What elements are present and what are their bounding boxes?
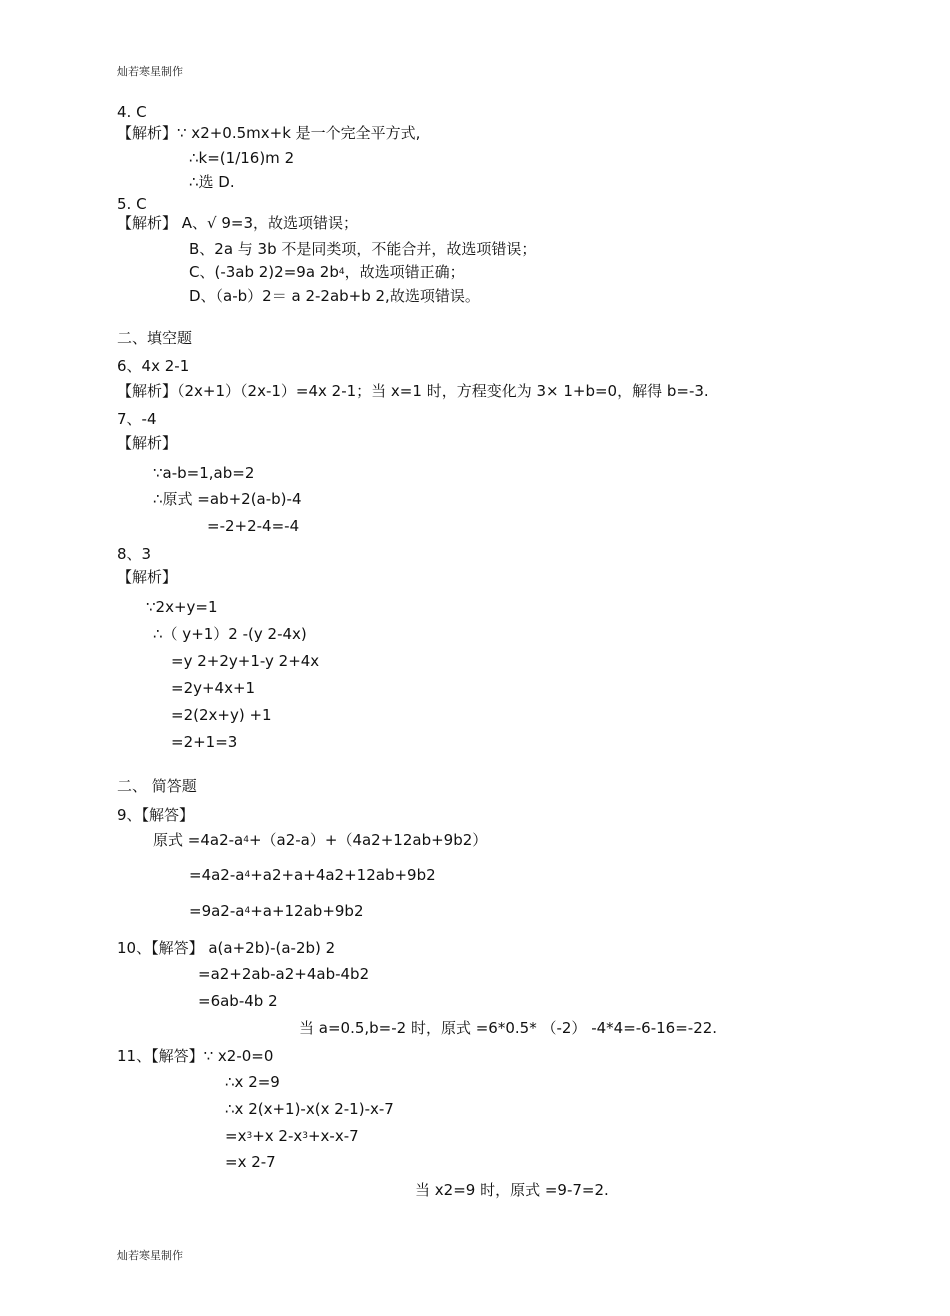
solution-9-line3-part2: +a+12ab+9b2 bbox=[250, 902, 364, 920]
solution-9-line1-part2: +（a2-a）+（4a2+12ab+9b2） bbox=[248, 831, 488, 849]
analysis-7-label: 【解析】 bbox=[117, 434, 178, 452]
solution-9-line2-part2: +a2+a+4a2+12ab+9b2 bbox=[250, 866, 436, 884]
solution-9-line1 bbox=[153, 831, 487, 852]
solution-10-line2: =a2+2ab-a2+4ab-4b2 bbox=[198, 965, 370, 983]
analysis-8-line2: ∴（ y+1）2 -(y 2-4x) bbox=[153, 625, 307, 643]
analysis-5-line3-part2: ，故选项错正确； bbox=[344, 263, 465, 281]
analysis-8-line6: =2+1=3 bbox=[171, 733, 238, 751]
exponent-4: 4 bbox=[244, 906, 251, 916]
answer-5: 5. C bbox=[117, 195, 147, 213]
solution-11-line4-part1: =x bbox=[225, 1127, 247, 1145]
exponent-4: 4 bbox=[244, 870, 251, 880]
section-fill-in-title: 二、填空题 bbox=[117, 329, 193, 347]
analysis-8-line5: =2(2x+y) +1 bbox=[171, 706, 272, 724]
analysis-4-line1: 【解析】∵ x2+0.5mx+k 是一个完全平方式, bbox=[117, 124, 421, 142]
page-header: 灿若寒星制作 bbox=[117, 65, 183, 78]
answer-4: 4. C bbox=[117, 103, 147, 121]
solution-11-line4-part3: +x-x-7 bbox=[307, 1127, 359, 1145]
answer-7: 7、-4 bbox=[117, 410, 157, 428]
exponent-4: 4 bbox=[243, 835, 249, 845]
analysis-8-label: 【解析】 bbox=[117, 568, 178, 586]
section-short-answer-title: 二、 简答题 bbox=[117, 777, 197, 795]
answer-8: 8、3 bbox=[117, 545, 152, 563]
exponent-3: 3 bbox=[302, 1131, 308, 1141]
analysis-5-line4: D、（a-b）2＝ a 2-2ab+b 2,故选项错误。 bbox=[189, 287, 480, 305]
exponent-3: 3 bbox=[246, 1131, 253, 1141]
solution-11-line1: 11、【解答】∵ x2-0=0 bbox=[117, 1047, 274, 1065]
analysis-4-line3: ∴选 D. bbox=[189, 173, 235, 191]
solution-10-line3: =6ab-4b 2 bbox=[198, 992, 278, 1010]
analysis-5-line1: 【解析】 A、√ 9=3，故选项错误； bbox=[117, 214, 359, 232]
solution-11-line3: ∴x 2(x+1)-x(x 2-1)-x-7 bbox=[225, 1100, 394, 1118]
analysis-7-line3: =-2+2-4=-4 bbox=[207, 517, 300, 535]
solution-9-label: 9、【解答】 bbox=[117, 806, 195, 824]
solution-11-line5: =x 2-7 bbox=[225, 1153, 276, 1171]
solution-11-result: 当 x2=9 时，原式 =9-7=2. bbox=[415, 1181, 609, 1199]
analysis-5-line3-part1: C、(-3ab 2)2=9a 2b bbox=[189, 263, 339, 281]
exponent-4: 4 bbox=[338, 267, 345, 277]
analysis-5-line2: B、2a 与 3b 不是同类项，不能合并，故选项错误； bbox=[189, 240, 537, 258]
solution-9-line3-part1: =9a2-a bbox=[189, 902, 245, 920]
page-footer: 灿若寒星制作 bbox=[117, 1249, 183, 1262]
solution-9-line1-part1: 原式 =4a2-a bbox=[153, 831, 244, 849]
analysis-7-line2: ∴原式 =ab+2(a-b)-4 bbox=[153, 490, 302, 508]
analysis-8-line4: =2y+4x+1 bbox=[171, 679, 256, 697]
solution-10-line1: 10、【解答】 a(a+2b)-(a-2b) 2 bbox=[117, 939, 336, 957]
analysis-7-line1: ∵a-b=1,ab=2 bbox=[153, 464, 255, 482]
analysis-8-line3: =y 2+2y+1-y 2+4x bbox=[171, 652, 320, 670]
solution-9-line3 bbox=[189, 902, 364, 923]
solution-10-result: 当 a=0.5,b=-2 时，原式 =6*0.5* （-2） -4*4=-6-16=-22. bbox=[299, 1019, 718, 1037]
solution-9-line2 bbox=[189, 866, 436, 887]
analysis-4-line2: ∴k=(1/16)m 2 bbox=[189, 149, 295, 167]
analysis-8-line1: ∵2x+y=1 bbox=[146, 598, 218, 616]
solution-9-line2-part1: =4a2-a bbox=[189, 866, 245, 884]
analysis-5-line3 bbox=[189, 263, 465, 284]
solution-11-line4-part2: +x 2-x bbox=[252, 1127, 303, 1145]
analysis-6: 【解析】（2x+1）（2x-1）=4x 2-1；当 x=1 时，方程变化为 3× 1+b=0，解得 b=-3. bbox=[117, 382, 709, 400]
solution-11-line2: ∴x 2=9 bbox=[225, 1073, 280, 1091]
answer-6: 6、4x 2-1 bbox=[117, 357, 190, 375]
solution-11-line4 bbox=[225, 1127, 359, 1148]
